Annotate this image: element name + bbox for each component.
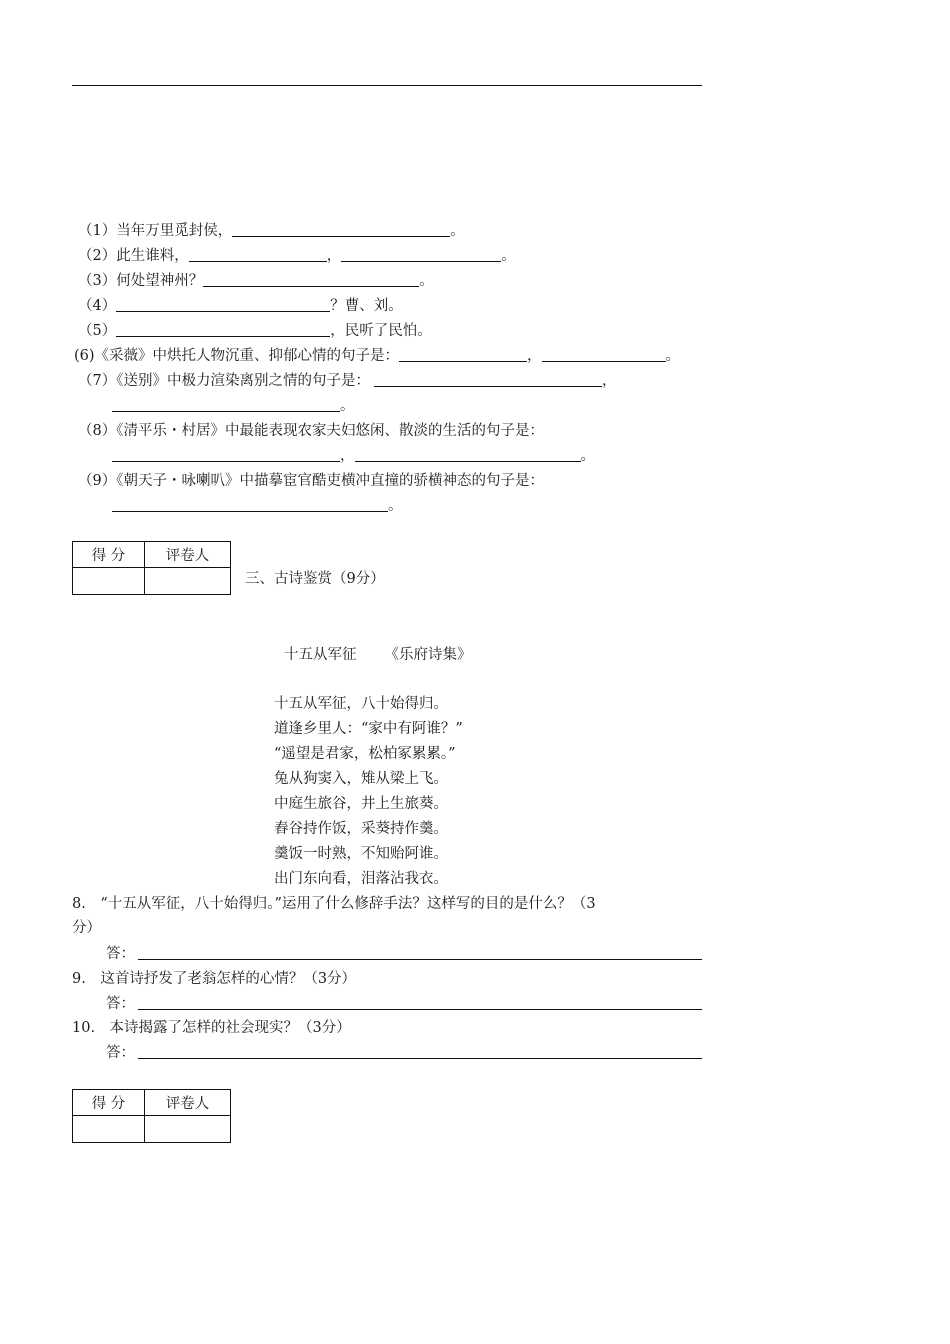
- question-8: 8. “十五从军征，八十始得归。”运用了什么修辞手法？这样写的目的是什么？（3: [72, 896, 596, 912]
- score-table: [72, 541, 231, 595]
- period: 。: [665, 348, 681, 364]
- question-9: 9. 这首诗抒发了老翁怎样的心情？（3分）: [72, 971, 357, 987]
- answer-blank[interactable]: [112, 496, 388, 512]
- poem-title-line: [284, 645, 472, 665]
- fill-question-7-continued: [112, 396, 355, 416]
- score-header: 得 分: [73, 542, 145, 568]
- answer-blank[interactable]: [116, 321, 330, 337]
- answer-label: 答：: [106, 996, 135, 1012]
- period: 。: [340, 398, 355, 414]
- answer-blank[interactable]: [189, 246, 327, 262]
- answer-label: 答：: [106, 946, 135, 962]
- poem-line: 十五从军征，八十始得归。: [274, 696, 448, 712]
- answer-blank[interactable]: [374, 371, 602, 387]
- answer-blank[interactable]: [116, 296, 330, 312]
- answer-blank[interactable]: [112, 396, 340, 412]
- answer-blank[interactable]: [341, 246, 501, 262]
- question-text: （9）《朝天子・咏喇叭》中描摹宦官酷吏横冲直撞的骄横神态的句子是：: [78, 473, 544, 489]
- comma: ，: [601, 373, 617, 389]
- fill-question-8: [78, 421, 544, 441]
- grader-header: 评卷人: [145, 542, 231, 568]
- question-text: （8）《清平乐・村居》中最能表现农家夫妇悠闲、散淡的生活的句子是：: [78, 423, 544, 439]
- period: 。: [388, 498, 403, 514]
- poem-title: 十五从军征: [284, 647, 357, 663]
- period: 。: [450, 223, 465, 239]
- score-header: 得 分: [73, 1090, 145, 1116]
- period: 。: [501, 248, 516, 264]
- fill-question-5: [78, 321, 432, 341]
- period: 。: [580, 448, 595, 464]
- question-number: （1）: [78, 223, 117, 239]
- poem-source: 《乐府诗集》: [384, 647, 472, 663]
- poem-line: 羹饭一时熟，不知贻阿谁。: [274, 846, 448, 862]
- answer-line[interactable]: [138, 1058, 702, 1059]
- comma: ，: [527, 348, 542, 364]
- question-10: 10. 本诗揭露了怎样的社会现实？（3分）: [72, 1020, 351, 1036]
- fill-question-9: [78, 471, 544, 491]
- answer-blank[interactable]: [355, 446, 581, 462]
- poem-line: 出门东向看，泪落沾我衣。: [274, 871, 448, 887]
- question-text: ，民听了民怕。: [330, 323, 432, 339]
- grader-header: 评卷人: [145, 1090, 231, 1116]
- question-number: （2）: [78, 248, 117, 264]
- period: 。: [419, 273, 434, 289]
- poem-line: 舂谷持作饭，采葵持作羹。: [274, 821, 448, 837]
- poem-line: 兔从狗窦入，雉从梁上飞。: [274, 771, 448, 787]
- question-number: （4）: [78, 298, 117, 314]
- answer-line[interactable]: [138, 959, 702, 960]
- grader-cell[interactable]: [145, 568, 231, 595]
- score-table: [72, 1089, 231, 1143]
- poem-line: 道逢乡里人：“家中有阿谁？”: [274, 721, 463, 737]
- fill-question-8-continued: [112, 446, 595, 466]
- answer-blank[interactable]: [542, 346, 666, 362]
- fill-question-2: [78, 246, 516, 266]
- grader-cell[interactable]: [145, 1116, 231, 1143]
- answer-line[interactable]: [138, 1009, 702, 1010]
- answer-blank[interactable]: [232, 221, 450, 237]
- fill-question-6: [74, 346, 680, 366]
- fill-question-1: [78, 221, 465, 241]
- fill-question-9-continued: [112, 496, 403, 516]
- question-text: 当年万里觅封侯，: [116, 223, 233, 239]
- answer-blank[interactable]: [203, 271, 419, 287]
- top-rule: [72, 85, 702, 86]
- fill-question-4: [78, 296, 403, 316]
- score-cell[interactable]: [73, 568, 145, 595]
- fill-question-7: [78, 371, 616, 391]
- question-text: 何处望神州？: [116, 273, 204, 289]
- poem-line: 中庭生旅谷，井上生旅葵。: [274, 796, 448, 812]
- answer-label: 答：: [106, 1045, 135, 1061]
- comma: ，: [326, 248, 342, 264]
- question-text: 此生谁料，: [116, 248, 189, 264]
- comma: ，: [340, 448, 355, 464]
- question-text: （7）《送别》中极力渲染离别之情的句子是：: [78, 373, 370, 389]
- answer-blank[interactable]: [399, 346, 527, 362]
- answer-blank[interactable]: [112, 446, 340, 462]
- question-number: （5）: [78, 323, 117, 339]
- section-heading: 三、古诗鉴赏（9分）: [245, 571, 385, 587]
- fill-question-3: [78, 271, 434, 291]
- question-text: ？曹、刘。: [330, 298, 403, 314]
- score-cell[interactable]: [73, 1116, 145, 1143]
- question-number: （3）: [78, 273, 117, 289]
- question-text: (6)《采薇》中烘托人物沉重、抑郁心情的句子是：: [74, 348, 400, 364]
- poem-line: “遥望是君家，松柏冢累累。”: [274, 746, 456, 762]
- question-8-continued: 分）: [72, 920, 101, 936]
